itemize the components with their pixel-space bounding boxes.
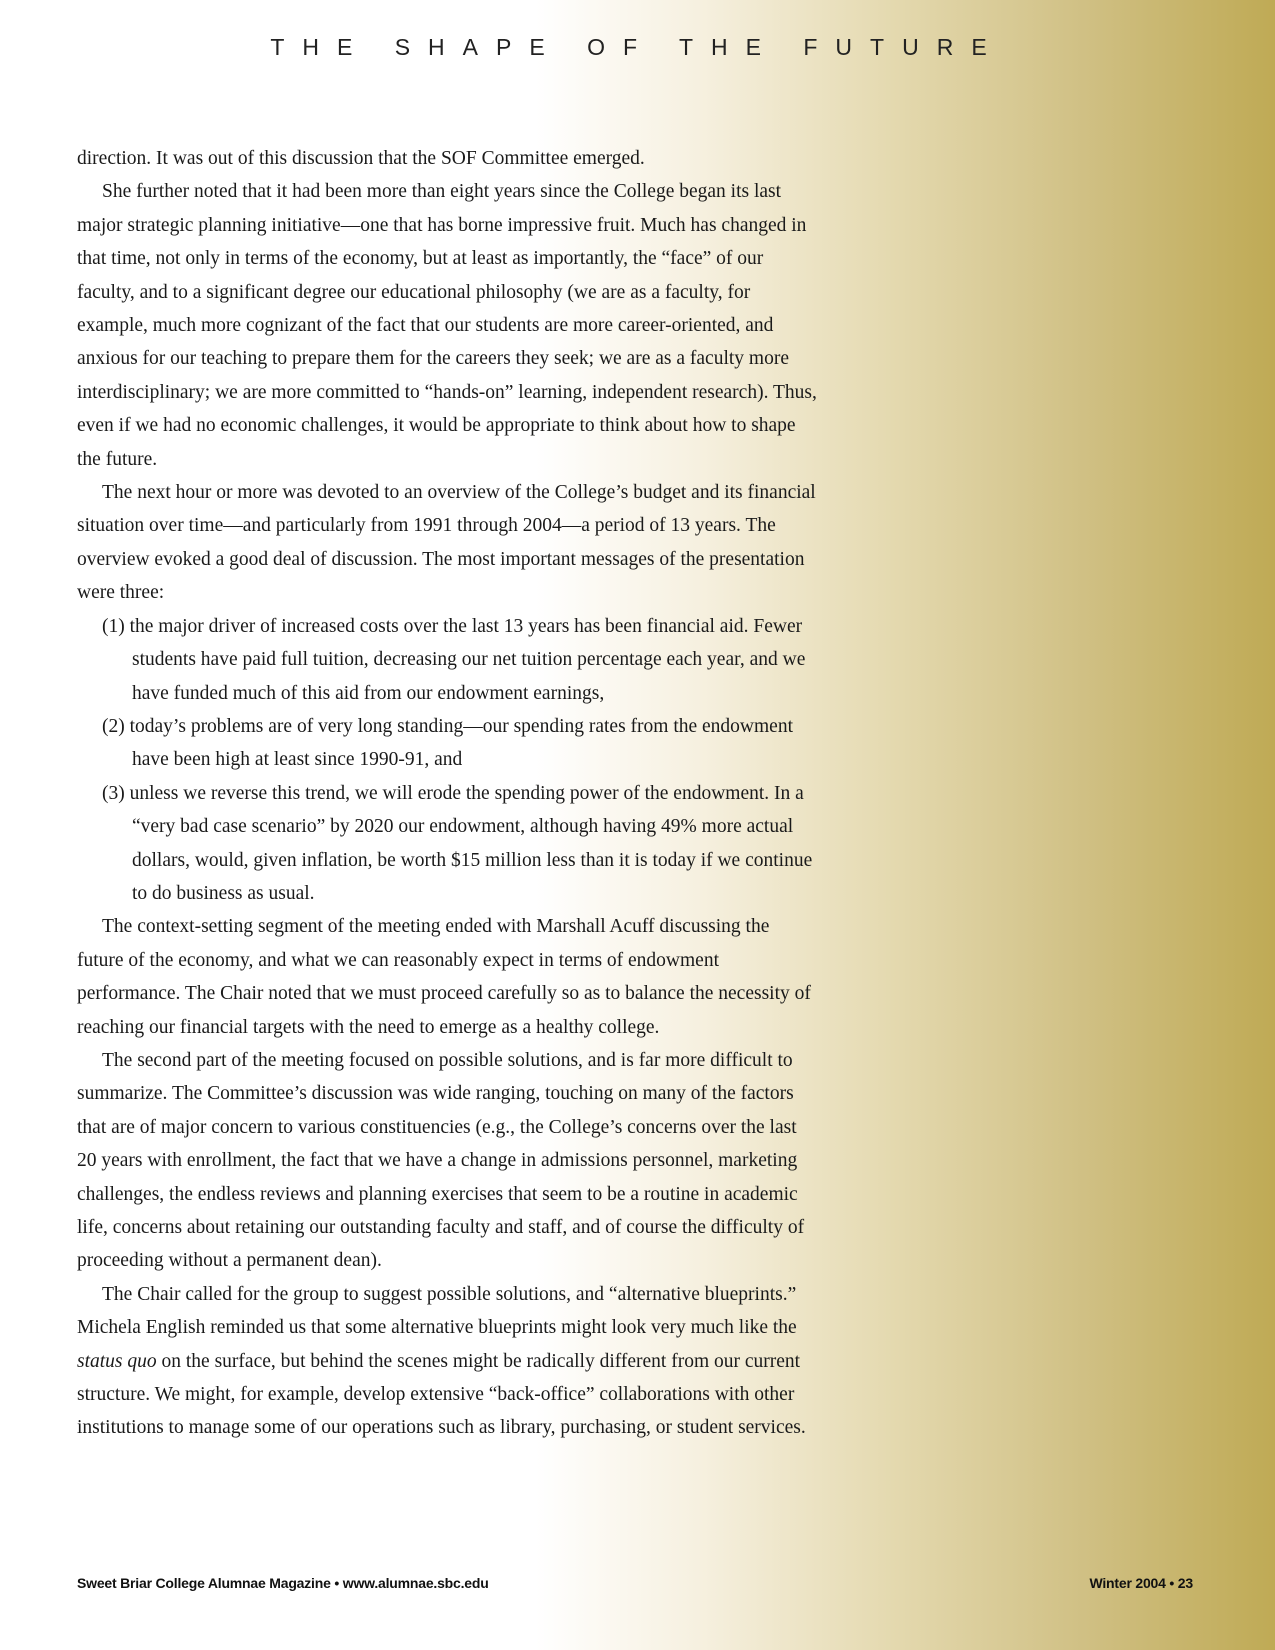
paragraph: direction. It was out of this discussion that the SOF Committee emerged. [77, 148, 645, 169]
paragraph-text: The Chair called for the group to suggest possible solutions, and “alternative blueprints.” Michela English reminded us that some alternative blueprints might look very much like the [77, 1283, 797, 1339]
paragraph: The second part of the meeting focused on possible solutions, and is far more difficult to summarize. The Committee’s discussion was wide ranging, touching on many of the factors that are of major concern to various constituencies (e.g., the College’s concerns over the last 20 years with enrollment, the fact that we have a change in admissions personnel, marketing challenges, the endless reviews and planning exercises that seem to be a routine in academic life, concerns about retaining our outstanding faculty and staff, and of course the difficulty of proceeding without a permanent dean). [77, 1049, 805, 1272]
list-item: (1) the major driver of increased costs over the last 13 years has been financial aid. Fewer students have paid full tuition, decreasing our net tuition percentage each year, and we have funded much of this aid from our endowment earnings, [102, 615, 806, 704]
paragraph: She further noted that it had been more than eight years since the College began its last major strategic planning initiative—one that has borne impressive fruit. Much has changed in that time, not only in terms of the economy, but at least as importantly, the “face” of our faculty, and to a significant degree our educational philosophy (we are as a faculty, for example, much more cognizant of the fact that our students are more career-oriented, and anxious for our teaching to prepare them for the careers they seek; we are as a faculty more interdisciplinary; we are more committed to “hands-on” learning, independent research). Thus, even if we had no economic challenges, it would be appropriate to think about how to shape the future. [77, 181, 817, 470]
list-item: (3) unless we reverse this trend, we will erode the spending power of the endowment. In a “very bad case scenario” by 2020 our endowment, although having 49% more actual dollars, would, given inflation, be worth $15 million less than it is today if we continue to do business as usual. [102, 782, 813, 904]
italic-phrase: status quo [77, 1350, 157, 1372]
footer-publication: Sweet Briar College Alumnae Magazine • www.alumnae.sbc.edu [77, 1575, 489, 1591]
running-header: THE SHAPE OF THE FUTURE [270, 34, 1005, 60]
article-body [77, 142, 817, 1445]
paragraph [77, 1278, 817, 1445]
paragraph: The next hour or more was devoted to an overview of the College’s budget and its financial situation over time—and particularly from 1991 through 2004—a period of 13 years. The overview evoked a good deal of discussion. The most important messages of the presentation were three: [77, 482, 816, 604]
paragraph-text: on the surface, but behind the scenes might be radically different from our current structure. We might, for example, develop extensive “back-office” collaborations with other institutions to manage some of our operations such as library, purchasing, or student services. [77, 1350, 806, 1439]
paragraph: The context-setting segment of the meeting ended with Marshall Acuff discussing the future of the economy, and what we can reasonably expect in terms of endowment performance. The Chair noted that we must proceed carefully so as to balance the necessity of reaching our financial targets with the need to emerge as a healthy college. [77, 916, 811, 1038]
footer-page-number: Winter 2004 • 23 [1089, 1575, 1193, 1591]
list-item: (2) today’s problems are of very long standing—our spending rates from the endowment have been high at least since 1990-91, and [102, 715, 794, 771]
